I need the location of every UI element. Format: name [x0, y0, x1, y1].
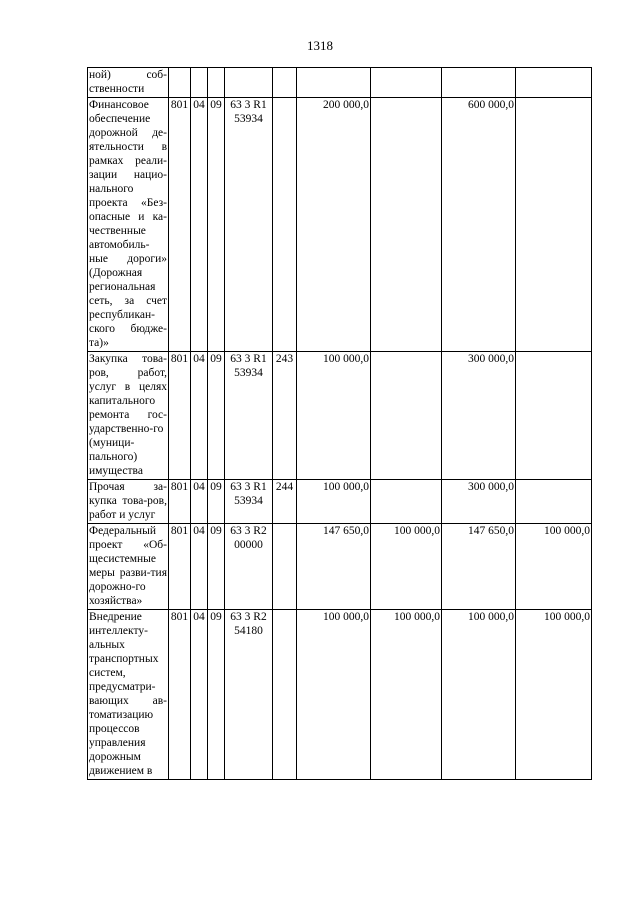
- table-row: [88, 524, 592, 610]
- amount-total-1: 147 650,0: [297, 524, 371, 610]
- table-row: [88, 610, 592, 780]
- subsection-code: 09: [208, 98, 225, 352]
- section-code: 04: [191, 524, 208, 610]
- expense-type-code: [273, 524, 297, 610]
- row-name: Внедрение интеллекту-альных транспортных систем, предусматри-вающих ав-томатизацию процессов управления дорожным движением в: [88, 610, 169, 780]
- ministry-code: 801: [169, 98, 191, 352]
- page-number: 1318: [307, 38, 333, 53]
- target-article-code: 63 3 R2 00000: [225, 524, 273, 610]
- row-name: Закупка това-ров, работ, услуг в целях капитального ремонта гос-ударственно-го (муници-пального) имущества: [88, 352, 169, 480]
- amount-total-2: [442, 68, 516, 98]
- section-code: [191, 68, 208, 98]
- subsection-code: [208, 68, 225, 98]
- section-code: 04: [191, 480, 208, 524]
- table-row: [88, 68, 592, 98]
- target-article-code: [225, 68, 273, 98]
- amount-federal-2: 100 000,0: [516, 524, 592, 610]
- expense-type-code: [273, 68, 297, 98]
- amount-total-2: 100 000,0: [442, 610, 516, 780]
- subsection-code: 09: [208, 610, 225, 780]
- table-row: [88, 98, 592, 352]
- row-name: Прочая за-купка това-ров, работ и услуг: [88, 480, 169, 524]
- table-body: [88, 68, 592, 780]
- target-article-code: 63 3 R1 53934: [225, 98, 273, 352]
- target-article-code: 63 3 R1 53934: [225, 352, 273, 480]
- ministry-code: 801: [169, 524, 191, 610]
- table-row: [88, 352, 592, 480]
- target-article-code: 63 3 R2 54180: [225, 610, 273, 780]
- ministry-code: 801: [169, 480, 191, 524]
- ministry-code: 801: [169, 352, 191, 480]
- amount-total-2: 147 650,0: [442, 524, 516, 610]
- ministry-code: 801: [169, 610, 191, 780]
- budget-table: [87, 67, 592, 780]
- amount-total-1: 100 000,0: [297, 480, 371, 524]
- expense-type-code: 243: [273, 352, 297, 480]
- amount-federal-1: [371, 68, 442, 98]
- amount-total-1: [297, 68, 371, 98]
- subsection-code: 09: [208, 480, 225, 524]
- row-name: ной) соб-ственности: [88, 68, 169, 98]
- section-code: 04: [191, 610, 208, 780]
- amount-federal-1: 100 000,0: [371, 524, 442, 610]
- amount-total-1: 100 000,0: [297, 610, 371, 780]
- expense-type-code: 244: [273, 480, 297, 524]
- amount-federal-1: [371, 98, 442, 352]
- section-code: 04: [191, 98, 208, 352]
- table-row: [88, 480, 592, 524]
- amount-federal-2: [516, 352, 592, 480]
- section-code: 04: [191, 352, 208, 480]
- amount-federal-1: 100 000,0: [371, 610, 442, 780]
- amount-federal-2: 100 000,0: [516, 610, 592, 780]
- amount-federal-2: [516, 98, 592, 352]
- row-name: Финансовое обеспечение дорожной де-ятельности в рамках реали-зации нацио-нального проекта «Без-опасные и ка-чественные автомобиль-ные дороги» (Дорожная региональная сеть, за счет республикан-ского бюдже-та)»: [88, 98, 169, 352]
- subsection-code: 09: [208, 524, 225, 610]
- subsection-code: 09: [208, 352, 225, 480]
- target-article-code: 63 3 R1 53934: [225, 480, 273, 524]
- amount-total-1: 100 000,0: [297, 352, 371, 480]
- amount-federal-1: [371, 480, 442, 524]
- ministry-code: [169, 68, 191, 98]
- expense-type-code: [273, 98, 297, 352]
- amount-federal-2: [516, 68, 592, 98]
- amount-total-2: 300 000,0: [442, 480, 516, 524]
- amount-total-2: 300 000,0: [442, 352, 516, 480]
- amount-total-1: 200 000,0: [297, 98, 371, 352]
- amount-federal-1: [371, 352, 442, 480]
- amount-total-2: 600 000,0: [442, 98, 516, 352]
- row-name: Федеральный проект «Об-щесистемные меры разви-тия дорожно-го хозяйства»: [88, 524, 169, 610]
- amount-federal-2: [516, 480, 592, 524]
- expense-type-code: [273, 610, 297, 780]
